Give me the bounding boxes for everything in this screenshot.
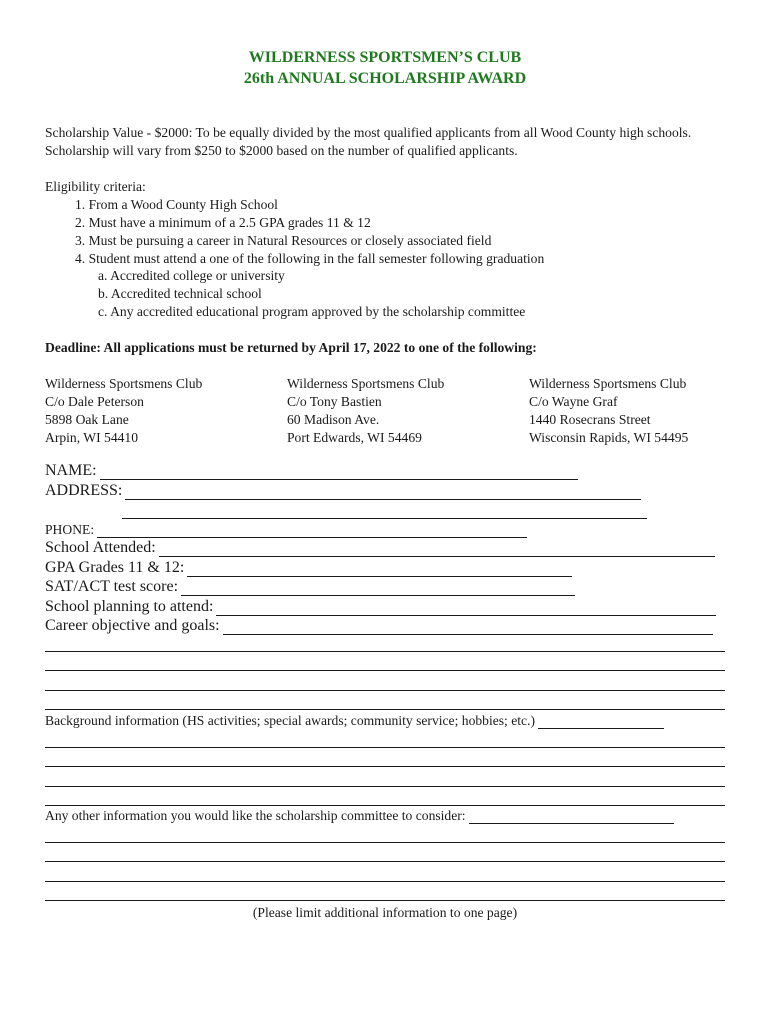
- phone-label: PHONE:: [45, 522, 95, 537]
- address-field[interactable]: [45, 482, 641, 500]
- school-attended-input-line[interactable]: [159, 542, 715, 557]
- other-info-label: Any other information you would like the scholarship committee to consider:: [45, 808, 466, 823]
- address-care-of: C/o Tony Bastien: [287, 394, 382, 409]
- career-input-line[interactable]: [45, 690, 725, 691]
- test-score-input-line[interactable]: [181, 581, 575, 596]
- phone-input-line[interactable]: [97, 523, 527, 538]
- address-street: 1440 Rosecrans Street: [529, 412, 651, 427]
- school-planning-input-line[interactable]: [216, 601, 716, 616]
- school-attended-label: School Attended:: [45, 539, 156, 556]
- career-input-line[interactable]: [45, 709, 725, 710]
- address-label: ADDRESS:: [45, 482, 123, 499]
- address-care-of: C/o Wayne Graf: [529, 394, 618, 409]
- address-name: Wilderness Sportsmens Club: [287, 376, 445, 391]
- address-block-2: [287, 375, 444, 447]
- background-input-line[interactable]: [45, 747, 725, 748]
- deadline-text: Deadline: All applications must be returned by April 17, 2022 to one of the following:: [45, 340, 537, 355]
- school-planning-field[interactable]: [45, 598, 716, 616]
- address-block-3: [529, 375, 688, 447]
- background-input-line[interactable]: [45, 786, 725, 787]
- career-input-line[interactable]: [223, 620, 713, 635]
- background-input-line[interactable]: [538, 714, 664, 729]
- eligibility-subitem: a. Accredited college or university: [98, 268, 285, 283]
- phone-field[interactable]: [45, 522, 527, 538]
- other-info-input-line[interactable]: [45, 881, 725, 882]
- test-score-label: SAT/ACT test score:: [45, 578, 179, 595]
- address-input-line[interactable]: [125, 485, 641, 500]
- gpa-label: GPA Grades 11 & 12:: [45, 559, 185, 576]
- address-input-line-2[interactable]: [122, 518, 647, 519]
- form-subtitle: 26th ANNUAL SCHOLARSHIP AWARD: [243, 70, 527, 87]
- address-city: Arpin, WI 54410: [45, 430, 139, 445]
- background-field[interactable]: [45, 713, 664, 729]
- gpa-field[interactable]: [45, 559, 572, 577]
- address-block-1: [45, 375, 202, 447]
- career-label: Career objective and goals:: [45, 617, 220, 634]
- name-field[interactable]: [45, 462, 578, 480]
- eligibility-subitem: b. Accredited technical school: [98, 286, 262, 301]
- school-attended-field[interactable]: [45, 539, 715, 557]
- career-field[interactable]: [45, 617, 713, 635]
- career-input-line[interactable]: [45, 670, 725, 671]
- name-input-line[interactable]: [100, 465, 578, 480]
- scholarship-value-text: Scholarship Value - $2000: To be equally divided by the most qualified applicants from all Wood County high schools. Scholarship will vary from $250 to $2000 based on the number of qualified applicants.: [45, 125, 692, 158]
- other-info-input-line[interactable]: [45, 900, 725, 901]
- other-info-input-line[interactable]: [469, 809, 674, 824]
- form-title: WILDERNESS SPORTSMEN’S CLUB: [248, 49, 522, 66]
- page-limit-note: (Please limit additional information to one page): [252, 905, 518, 920]
- eligibility-heading: Eligibility criteria:: [45, 179, 146, 194]
- other-info-input-line[interactable]: [45, 861, 725, 862]
- test-score-field[interactable]: [45, 578, 575, 596]
- other-info-field[interactable]: [45, 808, 674, 824]
- address-city: Port Edwards, WI 54469: [287, 430, 422, 445]
- eligibility-item: 4. Student must attend a one of the following in the fall semester following graduation: [75, 251, 545, 266]
- eligibility-item: 2. Must have a minimum of a 2.5 GPA grades 11 & 12: [75, 215, 371, 230]
- address-street: 60 Madison Ave.: [287, 412, 380, 427]
- address-name: Wilderness Sportsmens Club: [529, 376, 687, 391]
- gpa-input-line[interactable]: [187, 562, 572, 577]
- eligibility-subitem: c. Any accredited educational program approved by the scholarship committee: [98, 304, 526, 319]
- background-input-line[interactable]: [45, 766, 725, 767]
- address-street: 5898 Oak Lane: [45, 412, 129, 427]
- other-info-input-line[interactable]: [45, 842, 725, 843]
- eligibility-item: 3. Must be pursuing a career in Natural Resources or closely associated field: [75, 233, 492, 248]
- background-input-line[interactable]: [45, 805, 725, 806]
- address-city: Wisconsin Rapids, WI 54495: [529, 430, 689, 445]
- address-name: Wilderness Sportsmens Club: [45, 376, 203, 391]
- school-planning-label: School planning to attend:: [45, 598, 214, 615]
- background-label: Background information (HS activities; special awards; community service; hobbies; etc.): [45, 713, 535, 728]
- name-label: NAME:: [45, 462, 97, 479]
- eligibility-item: 1. From a Wood County High School: [75, 197, 278, 212]
- career-input-line[interactable]: [45, 651, 725, 652]
- address-care-of: C/o Dale Peterson: [45, 394, 144, 409]
